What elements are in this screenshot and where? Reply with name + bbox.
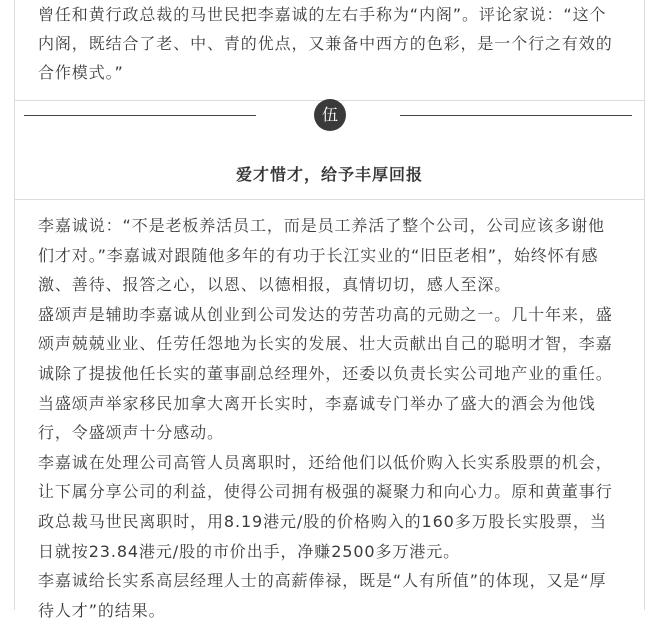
paragraph-line: 政总裁马世民离职时，用8.19港元/股的价格购入的160多万股长实股票，当 — [38, 511, 607, 531]
paragraph-line: 当盛颂声举家移民加拿大离开长实时，李嘉诚专门举办了盛大的酒会为他饯 — [38, 393, 596, 413]
paragraph-line: 日就按23.84港元/股的市价出手，净赚2500多万港元。 — [38, 541, 461, 561]
paragraph-line: 让下属分享公司的利益，使得公司拥有极强的凝聚力和向心力。原和黄董事行 — [38, 482, 613, 502]
paragraph-line: 们才对。”李嘉诚对跟随他多年的有功于长江实业的“旧臣老相”，始终怀有感 — [38, 245, 599, 265]
paragraph-line: 合作模式。” — [38, 63, 124, 82]
paragraph-line: 盛颂声是辅助李嘉诚从创业到公司发达的劳苦功高的元勋之一。几十年来，盛 — [38, 304, 613, 324]
body-paragraphs — [38, 211, 628, 625]
paragraph-line: 李嘉诚说：“不是老板养活员工，而是员工养活了整个公司，公司应该多谢他 — [38, 216, 605, 235]
section-divider-left — [24, 115, 256, 116]
section-divider-right — [400, 115, 632, 116]
box-top-border — [15, 199, 644, 200]
section-title: 爱才惜才，给予丰厚回报 — [235, 165, 423, 184]
section-number-badge: 伍 — [314, 99, 346, 131]
paragraph-line: 颂声兢兢业业、任劳任怨地为长实的发展、壮大贡献出自己的聪明才智，李嘉 — [38, 334, 613, 354]
paragraph-line: 李嘉诚在处理公司高管人员离职时，还给他们以低价购入长实系股票的机会， — [38, 452, 613, 472]
paragraph-line: 曾任和黄行政总裁的马世民把李嘉诚的左右手称为“内阁”。评论家说：“这个 — [38, 5, 607, 24]
intro-paragraph — [38, 0, 628, 87]
paragraph-line: 李嘉诚给长实系高层经理人士的高薪俸禄，既是“人有所值”的体现，又是“厚 — [38, 571, 607, 591]
paragraph-line: 待人才”的结果。 — [38, 600, 166, 620]
paragraph-line: 内阁，既结合了老、中、青的优点，又兼备中西方的色彩，是一个行之有效的 — [38, 34, 613, 53]
paragraph-line: 诚除了提拔他任长实的董事副总经理外，还委以负责长实公司地产业的重任。 — [38, 363, 613, 383]
paragraph-line: 激、善待、报答之心，以恩、以德相报，真情切切，感人至深。 — [38, 275, 512, 295]
paragraph-line: 行，令盛颂声十分感动。 — [38, 423, 224, 443]
